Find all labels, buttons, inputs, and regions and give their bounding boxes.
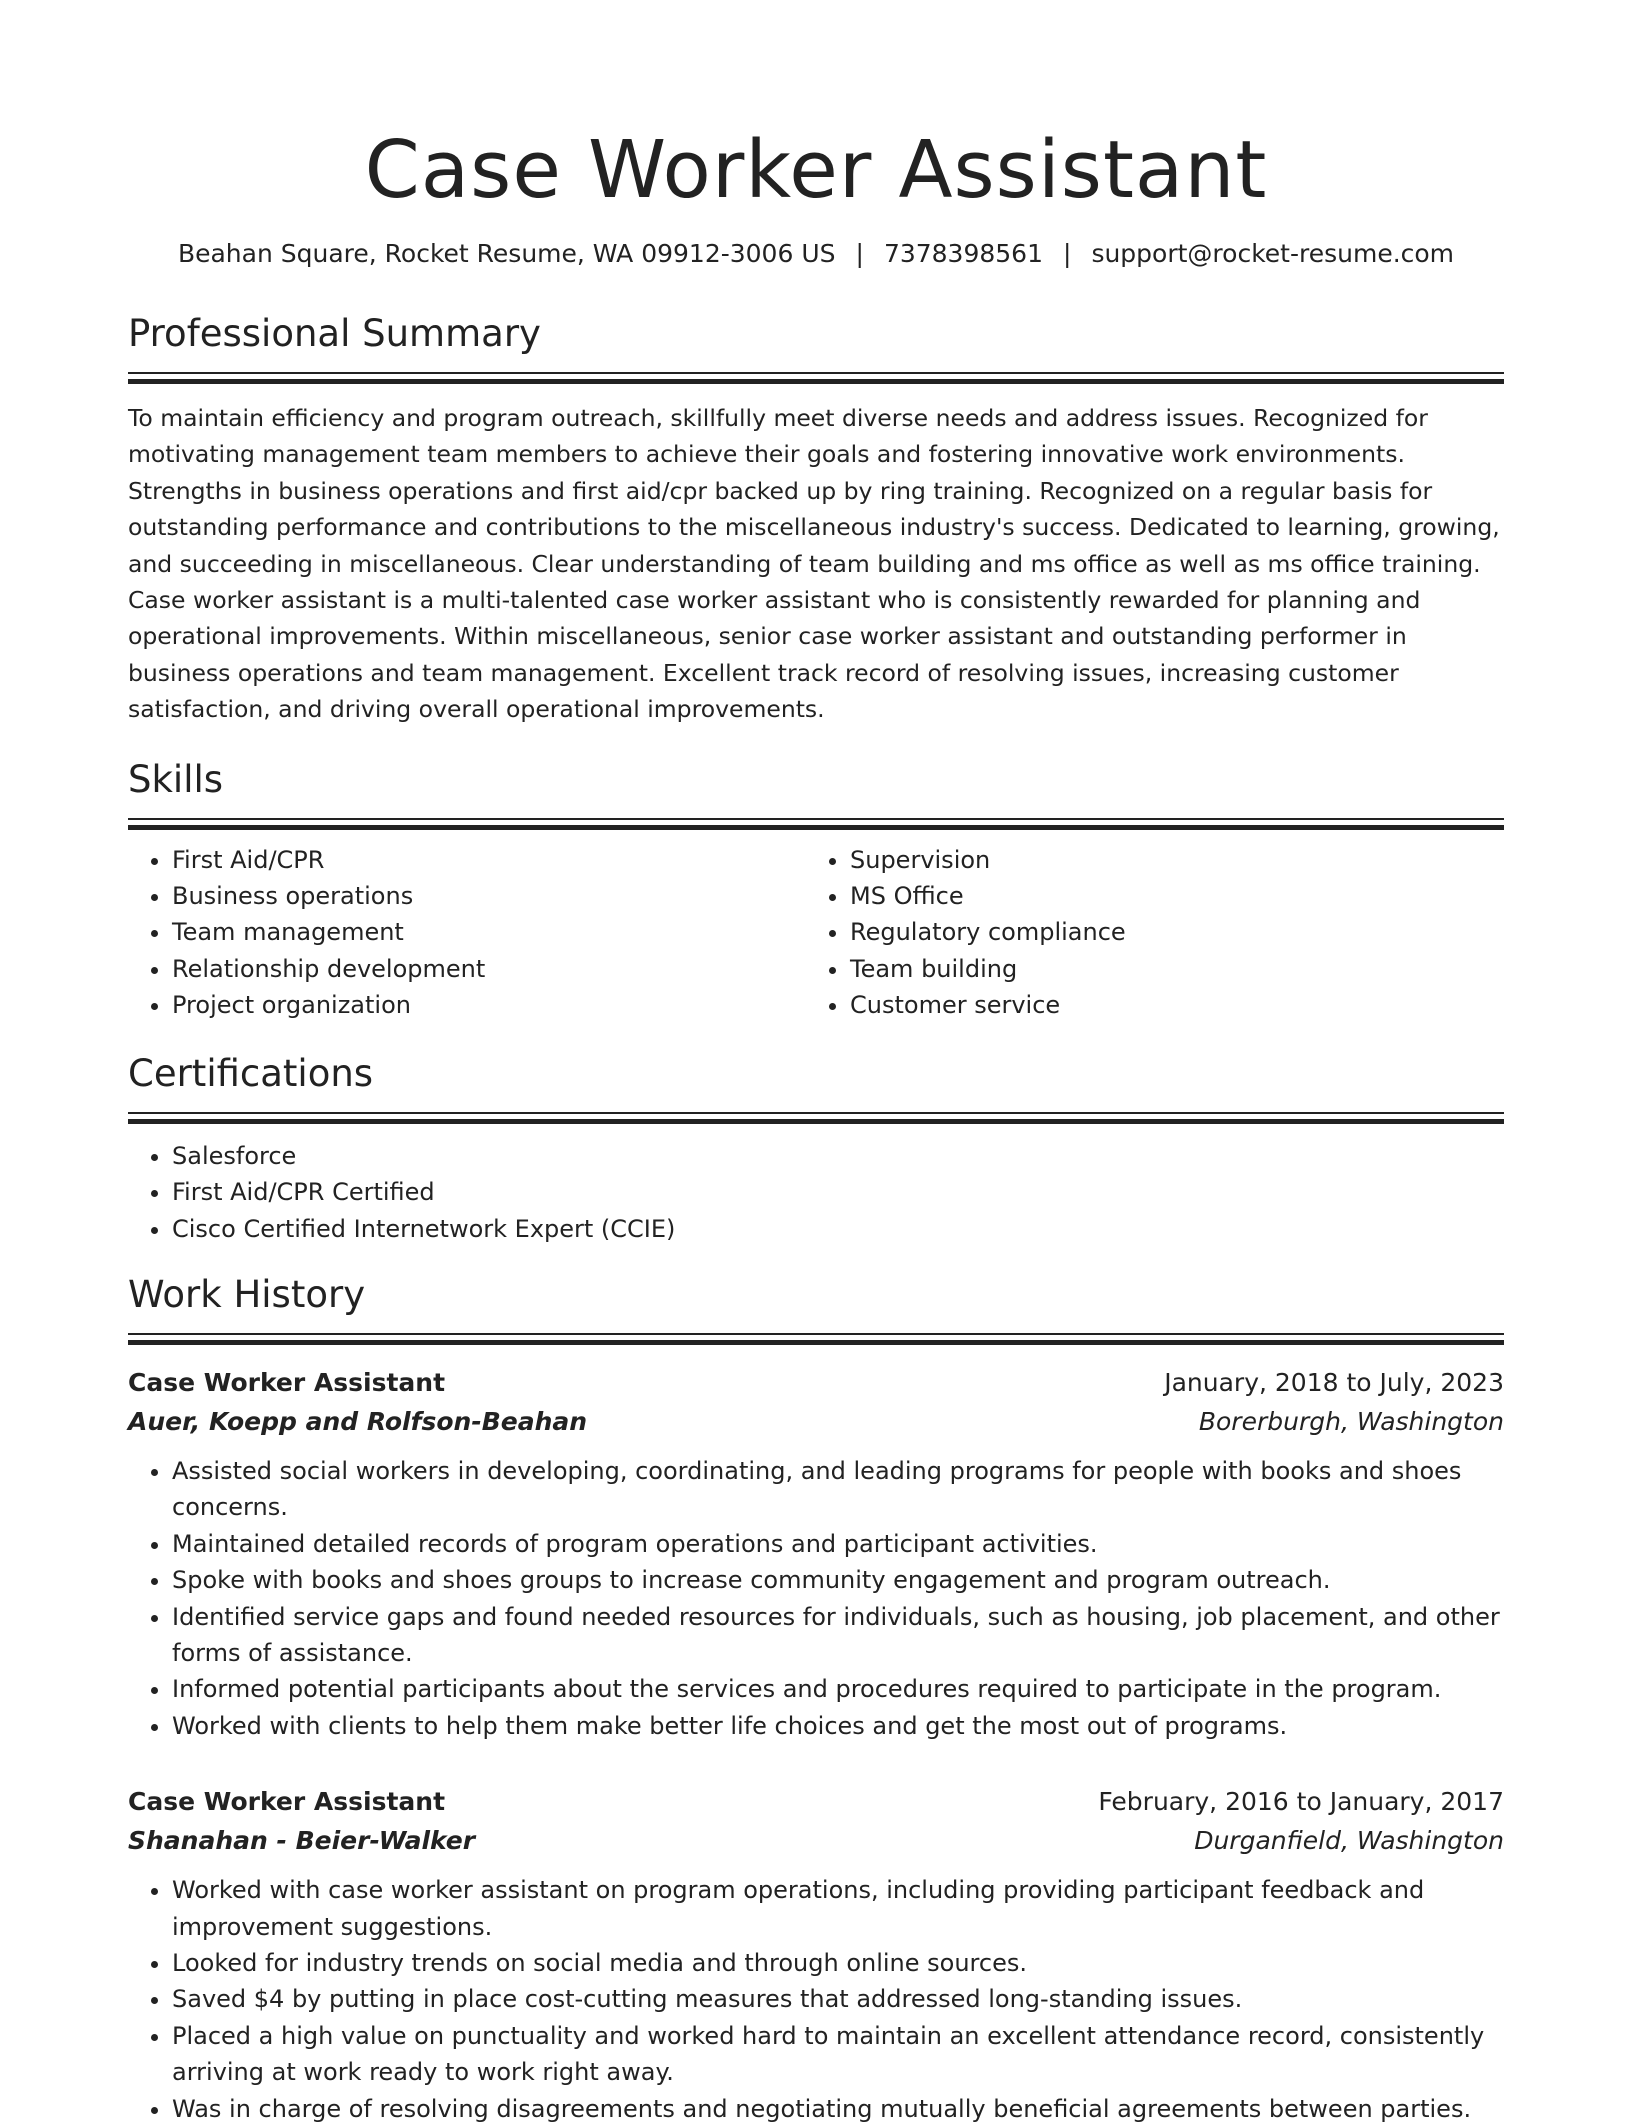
certification-item: • Cisco Certified Internetwork Expert (CCIE) bbox=[172, 1211, 1504, 1247]
job-company-row bbox=[128, 1402, 1504, 1441]
section-title-skills: Skills bbox=[128, 757, 224, 801]
job-duties-list bbox=[128, 1872, 1504, 2127]
contact-separator: | bbox=[855, 239, 864, 268]
job-duties-list bbox=[128, 1453, 1504, 1744]
contact-phone: 7378398561 bbox=[883, 239, 1043, 268]
job-title: Case Worker Assistant bbox=[128, 1787, 446, 1817]
skills-list-right bbox=[806, 842, 1484, 1024]
professional-summary-section bbox=[128, 310, 1504, 728]
work-history-section bbox=[128, 1271, 1504, 2127]
contact-separator: | bbox=[1063, 239, 1072, 268]
job-duty-item: • Worked with clients to help them make better life choices and get the most out of programs. bbox=[172, 1708, 1504, 1744]
section-title-certifications: Certifications bbox=[128, 1051, 374, 1095]
job-duty-item: • Spoke with books and shoes groups to increase community engagement and program outreach. bbox=[172, 1562, 1504, 1598]
skill-item: • Project organization bbox=[172, 987, 806, 1023]
contact-line bbox=[128, 236, 1504, 272]
job-header-row bbox=[128, 1363, 1504, 1402]
job-company: Auer, Koepp and Rolfson-Beahan bbox=[128, 1406, 588, 1436]
skill-item: • Supervision bbox=[850, 842, 1484, 878]
skills-section bbox=[128, 756, 1504, 1024]
job-duty-item: • Identified service gaps and found needed resources for individuals, such as housing, job placement, and other forms of assistance. bbox=[172, 1599, 1504, 1672]
certifications-list bbox=[128, 1138, 1504, 1247]
certification-item: • First Aid/CPR Certified bbox=[172, 1174, 1504, 1210]
section-title-work-history: Work History bbox=[128, 1272, 366, 1316]
skill-item: • Customer service bbox=[850, 987, 1484, 1023]
skill-item: • MS Office bbox=[850, 878, 1484, 914]
job-company: Shanahan - Beier-Walker bbox=[128, 1826, 476, 1856]
skill-item: • Business operations bbox=[172, 878, 806, 914]
skills-columns bbox=[128, 842, 1504, 1024]
contact-email: support@rocket-resume.com bbox=[1091, 239, 1455, 268]
section-divider bbox=[128, 372, 1504, 384]
job-dates: January, 2018 to July, 2023 bbox=[1164, 1367, 1504, 1397]
job-duty-item: • Saved $4 by putting in place cost-cutting measures that addressed long-standing issues. bbox=[172, 1981, 1504, 2017]
job-duty-item: • Informed potential participants about the services and procedures required to participate in the program. bbox=[172, 1671, 1504, 1707]
certifications-section bbox=[128, 1050, 1504, 1247]
skill-item: • Team management bbox=[172, 914, 806, 950]
job-location: Borerburgh, Washington bbox=[1198, 1406, 1504, 1436]
job-entry bbox=[128, 1363, 1504, 1744]
job-duty-item: • Placed a high value on punctuality and worked hard to maintain an excellent attendance record, consistently arriving at work ready to work right away. bbox=[172, 2018, 1504, 2091]
candidate-name: Case Worker Assistant bbox=[364, 124, 1268, 216]
job-header-row bbox=[128, 1782, 1504, 1821]
job-duty-item: • Was in charge of resolving disagreements and negotiating mutually beneficial agreements between parties. bbox=[172, 2091, 1504, 2127]
job-duty-item: • Assisted social workers in developing, coordinating, and leading programs for people with books and shoes concerns. bbox=[172, 1453, 1504, 1526]
skill-item: • First Aid/CPR bbox=[172, 842, 806, 878]
job-company-row bbox=[128, 1821, 1504, 1860]
job-location: Durganfield, Washington bbox=[1194, 1826, 1504, 1856]
section-divider bbox=[128, 818, 1504, 830]
skill-item: • Regulatory compliance bbox=[850, 914, 1484, 950]
certification-item: • Salesforce bbox=[172, 1138, 1504, 1174]
job-duty-item: • Worked with case worker assistant on program operations, including providing participant feedback and improvement suggestions. bbox=[172, 1872, 1504, 1945]
skill-item: • Team building bbox=[850, 951, 1484, 987]
skill-item: • Relationship development bbox=[172, 951, 806, 987]
section-divider bbox=[128, 1333, 1504, 1345]
contact-address: Beahan Square, Rocket Resume, WA 09912-3006 US bbox=[177, 239, 836, 268]
skills-list-left bbox=[128, 842, 806, 1024]
summary-text: To maintain efficiency and program outreach, skillfully meet diverse needs and address issues. Recognized for motivating management team members to achieve their goals and fostering innovative work environments. Strengths in business operations and first aid/cpr backed up by ring training. Recognized on a regular basis for outstanding performance and contributions to the miscellaneous industry's success. Dedicated to learning, growing, and succeeding in miscellaneous. Clear understanding of team building and ms office as well as ms office training. Case worker assistant is a multi-talented case worker assistant who is consistently rewarded for planning and operational improvements. Within miscellaneous, senior case worker assistant and outstanding performer in business operations and team management. Excellent track record of resolving issues, increasing customer satisfaction, and driving overall operational improvements. bbox=[128, 404, 1500, 724]
job-duty-item: • Maintained detailed records of program operations and participant activities. bbox=[172, 1526, 1504, 1562]
resume-page bbox=[128, 0, 1504, 2127]
job-title: Case Worker Assistant bbox=[128, 1367, 446, 1397]
job-duty-item: • Looked for industry trends on social media and through online sources. bbox=[172, 1945, 1504, 1981]
section-divider bbox=[128, 1112, 1504, 1124]
job-entry bbox=[128, 1782, 1504, 2127]
section-title-summary: Professional Summary bbox=[128, 312, 541, 355]
job-dates: February, 2016 to January, 2017 bbox=[1098, 1787, 1504, 1817]
